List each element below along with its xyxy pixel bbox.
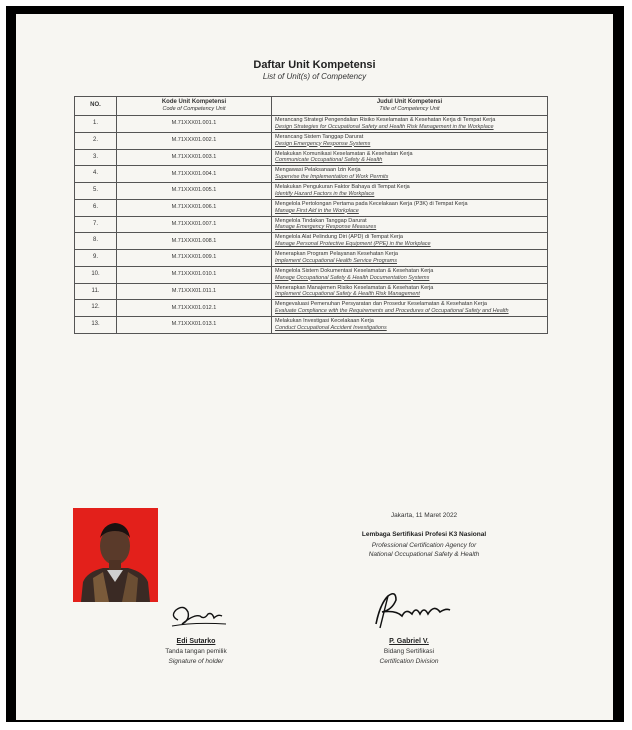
- row-number: 3.: [75, 149, 117, 166]
- unit-code: M.71XXX01.007.1: [117, 216, 272, 233]
- unit-title-english: Evaluate Compliance with the Requirements and Procedures of Occupational Safety and Health: [275, 308, 509, 315]
- table-row: [75, 250, 548, 267]
- table-row: [75, 317, 548, 334]
- unit-title-english: Manage Emergency Response Measures: [275, 224, 377, 231]
- unit-title-indonesian: Menerapkan Manajemen Risiko Keselamatan & Kesehatan Kerja: [275, 284, 434, 291]
- unit-title-english: Manage First Aid in the Workplace: [275, 207, 359, 214]
- unit-title-english: Implement Occupational Health Service Programs: [275, 257, 397, 264]
- unit-title: [272, 300, 548, 317]
- unit-title-indonesian: Merancang Sistem Tanggap Darurat: [275, 133, 364, 140]
- row-number: 9.: [75, 250, 117, 267]
- unit-code: M.71XXX01.013.1: [117, 317, 272, 334]
- unit-title: [272, 317, 548, 334]
- unit-title-indonesian: Mengelola Tindakan Tanggap Darurat: [275, 217, 367, 224]
- unit-code: M.71XXX01.010.1: [117, 266, 272, 283]
- table-row: [75, 266, 548, 283]
- row-number: 2.: [75, 132, 117, 149]
- table-row: [75, 216, 548, 233]
- holder-name: Edi Sutarko: [176, 638, 216, 645]
- row-number: 10.: [75, 266, 117, 283]
- table-row: [75, 283, 548, 300]
- division-signature: [366, 588, 456, 632]
- unit-title-english: Identify Hazard Factors in the Workplace: [275, 190, 375, 197]
- unit-title-english: Design Strategies for Occupational Safety and Health Risk Management in the Workplace: [275, 123, 494, 130]
- unit-code: M.71XXX01.009.1: [117, 250, 272, 267]
- unit-title: [272, 166, 548, 183]
- competency-table: [74, 96, 548, 334]
- table-row: [75, 149, 548, 166]
- row-number: 5.: [75, 183, 117, 200]
- unit-title-indonesian: Melakukan Komunikasi Keselamatan & Kesehatan Kerja: [275, 150, 413, 157]
- unit-title: [272, 183, 548, 200]
- table-row: [75, 132, 548, 149]
- unit-code: M.71XXX01.006.1: [117, 199, 272, 216]
- unit-title-english: Manage Occupational Safety & Health Documentation Systems: [275, 274, 430, 281]
- unit-title: [272, 199, 548, 216]
- unit-title: [272, 250, 548, 267]
- table-body: [75, 116, 548, 334]
- unit-title: [272, 283, 548, 300]
- table-row: [75, 116, 548, 133]
- table-row: [75, 183, 548, 200]
- row-number: 8.: [75, 233, 117, 250]
- unit-title-indonesian: Melakukan Investigasi Kecelakaan Kerja: [275, 318, 374, 324]
- unit-title: [272, 149, 548, 166]
- holder-signature-label: Tanda tangan pemilik: [165, 648, 227, 655]
- header-code: Kode Unit Kompetensi Code of Competency Unit: [117, 97, 272, 116]
- row-number: 11.: [75, 283, 117, 300]
- unit-title: [272, 266, 548, 283]
- document-subtitle: List of Unit(s) of Competency: [262, 72, 367, 81]
- unit-code: M.71XXX01.001.1: [117, 116, 272, 133]
- row-number: 13.: [75, 317, 117, 334]
- unit-code: M.71XXX01.011.1: [117, 283, 272, 300]
- org-english-line-2: National Occupational Safety & Health: [368, 550, 480, 558]
- row-number: 12.: [75, 300, 117, 317]
- unit-title-indonesian: Melakukan Pengukuran Faktor Bahaya di Tempat Kerja: [275, 184, 410, 190]
- unit-title-indonesian: Mengelola Alat Pelindung Diri (APD) di Tempat Kerja: [275, 234, 403, 241]
- unit-code: M.71XXX01.012.1: [117, 300, 272, 317]
- row-number: 6.: [75, 199, 117, 216]
- issuing-organization: Lembaga Sertifikasi Profesi K3 Nasional: [361, 531, 487, 538]
- unit-title-indonesian: Menerapkan Program Pelayanan Kesehatan Kerja: [275, 251, 398, 257]
- header-title: Judul Unit Kompetensi Title of Competency Unit: [272, 97, 548, 116]
- header-no: NO.: [75, 97, 117, 116]
- unit-code: M.71XXX01.003.1: [117, 149, 272, 166]
- unit-title-indonesian: Mengawasi Pelaksanaan Izin Kerja: [275, 167, 361, 174]
- unit-title: [272, 216, 548, 233]
- division-officer-name: P. Gabriel V.: [389, 638, 429, 645]
- unit-code: M.71XXX01.005.1: [117, 183, 272, 200]
- certificate-page: [16, 14, 613, 720]
- division-label: Bidang Sertifikasi: [383, 648, 435, 655]
- table-row: [75, 300, 548, 317]
- division-label-english: Certification Division: [379, 658, 439, 665]
- unit-title-english: Conduct Occupational Accident Investigations: [275, 324, 387, 331]
- table-row: [75, 199, 548, 216]
- unit-code: M.71XXX01.002.1: [117, 132, 272, 149]
- unit-title: [272, 116, 548, 133]
- unit-title-indonesian: Mengelola Sistem Dokumentasi Keselamatan & Kesehatan Kerja: [275, 267, 434, 274]
- org-english-line-1: Professional Certification Agency for: [371, 542, 477, 549]
- row-number: 1.: [75, 116, 117, 133]
- unit-title-indonesian: Mengelola Pertolongan Pertama pada Kecelakaan Kerja (P3K) di Tempat Kerja: [275, 200, 468, 207]
- table-row: [75, 166, 548, 183]
- unit-title-english: Implement Occupational Safety & Health Risk Management: [275, 291, 420, 298]
- unit-title-english: Design Emergency Response Systems: [275, 140, 371, 147]
- unit-title-indonesian: Mengevaluasi Pemenuhan Persyaratan dan Prosedur Keselamatan & Kesehatan Kerja: [275, 301, 487, 308]
- unit-title-english: Manage Personal Protective Equipment (PPE) in the Workplace: [275, 241, 431, 248]
- unit-title-indonesian: Merancang Strategi Pengendalian Risiko Keselamatan & Kesehatan Kerja di Tempat Kerja: [275, 117, 496, 123]
- holder-signature-label-english: Signature of holder: [168, 658, 224, 665]
- unit-code: M.71XXX01.008.1: [117, 233, 272, 250]
- unit-title-english: Supervise the Implementation of Work Permits: [275, 174, 389, 181]
- table-row: [75, 233, 548, 250]
- table-header-row: [75, 97, 548, 116]
- row-number: 7.: [75, 216, 117, 233]
- unit-title-english: Communicate Occupational Safety & Health: [275, 157, 383, 164]
- holder-signature: [164, 602, 234, 632]
- issue-place-date: Jakarta, 11 Maret 2022: [390, 512, 458, 519]
- document-title: Daftar Unit Kompetensi: [253, 59, 376, 71]
- holder-photo: [73, 508, 158, 602]
- issuing-organization-english: [284, 542, 564, 560]
- unit-title: [272, 233, 548, 250]
- row-number: 4.: [75, 166, 117, 183]
- holder-portrait-illustration: [73, 508, 158, 602]
- unit-title: [272, 132, 548, 149]
- unit-code: M.71XXX01.004.1: [117, 166, 272, 183]
